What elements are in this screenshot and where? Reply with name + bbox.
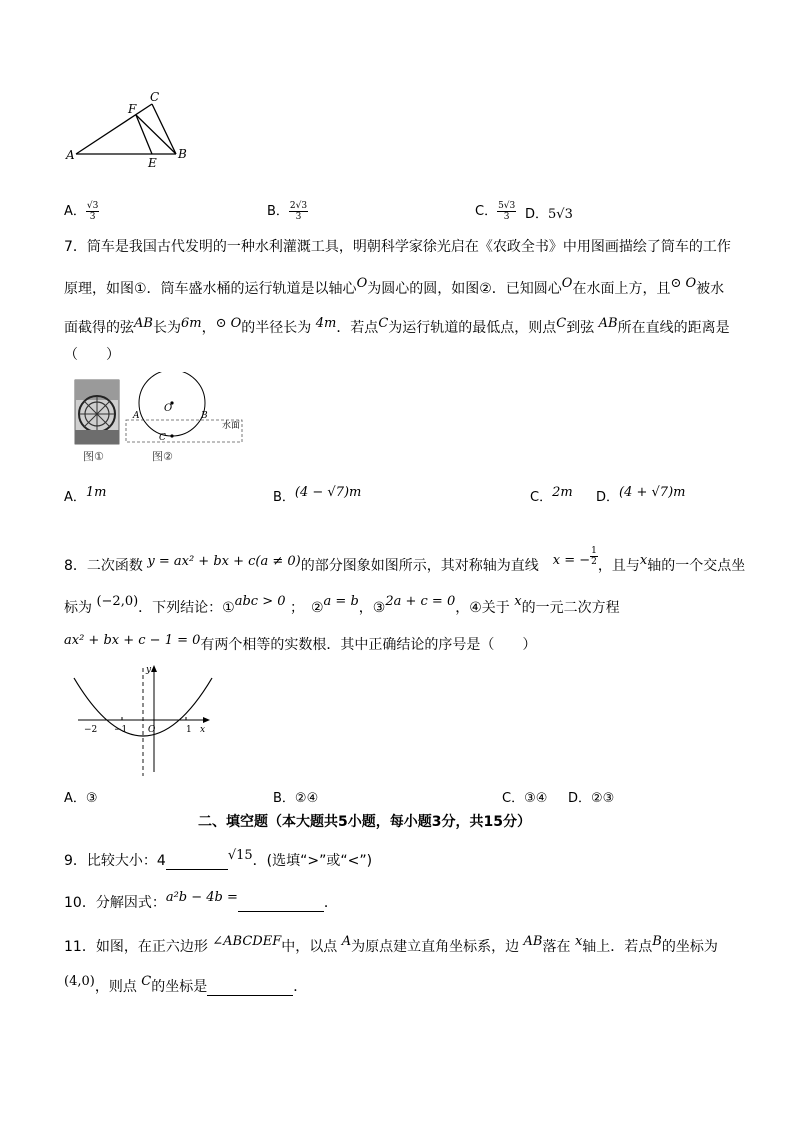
q8-option-a[interactable]: A．③ (64, 791, 98, 806)
q7-line2: 原理，如图①．筒车盛水桶的运行轨道是以轴心O为圆心的圆，如图②．已知圆心O在水面上方，且⊙ O被水 (64, 276, 725, 297)
q9-answer-blank[interactable] (166, 855, 228, 870)
fig2-label-A: A (133, 411, 140, 421)
q6-option-a[interactable]: A． $\frac{√3}{3}$ (64, 201, 99, 222)
fig2-caption: 图② (152, 450, 173, 463)
q7-line3: 面截得的弦AB长为6m，⊙ O的半径长为 4m．若点C为运行轨道的最低点，则点C到弦 AB所在直线的距离是 (64, 316, 730, 336)
q11-line1: 11．如图，在正六边形 ∠ABCDEF中，以点 A为原点建立直角坐标系，边 AB落在 x轴上．若点B的坐标为 (64, 934, 718, 955)
label-F: F (128, 102, 137, 116)
fig2-label-O: O (164, 403, 173, 414)
q6-option-b[interactable]: B． $\frac{2√3}{3}$ (267, 201, 308, 222)
q8-line1: 8．二次函数 y = ax² + bx + c(a ≠ 0)的部分图象如图所示，其对称轴为直线 x = − $\frac{1}{2}$ ，且与x轴的一个交点坐 (64, 546, 746, 574)
waterwheel-figure (70, 372, 260, 464)
graph-tick-minus1: −1 (114, 725, 128, 735)
graph-label-y: y (146, 665, 152, 675)
q8-option-d[interactable]: D．②③ (568, 791, 615, 806)
q8-option-c[interactable]: C．③④ (502, 791, 548, 806)
graph-tick-1: 1 (186, 725, 192, 735)
fig1-caption: 图① (83, 450, 104, 463)
section-heading-fill-in: 二、填空题（本大题共5小题，每小题3分，共15分） (198, 814, 531, 830)
q7-option-d[interactable]: D．(4 + √7)m (596, 485, 686, 505)
triangle-figure (62, 88, 202, 172)
graph-label-origin: O (148, 725, 156, 735)
q7-line4: （ ） (64, 347, 120, 363)
label-E: E (148, 156, 157, 170)
q8-option-b[interactable]: B．②④ (273, 791, 319, 806)
q8-line3: ax² + bx + c − 1 = 0有两个相等的实数根．其中正确结论的序号是（ ） (64, 633, 537, 653)
water-surface-label: 水面 (222, 421, 241, 431)
q11-line2: (4,0)，则点 C的坐标是 ． (64, 974, 308, 995)
graph-label-x: x (200, 725, 206, 735)
q10-answer-blank[interactable] (238, 897, 324, 912)
q7-option-b[interactable]: B．(4 − √7)m (273, 485, 362, 505)
q6-option-c[interactable]: C． $\frac{5√3}{3}$ (475, 201, 516, 222)
q8-line2: 标为 (−2,0)．下列结论：①abc > 0 ； ②a = b，③2a + c = 0，④关于 x的一元二次方程 (64, 594, 620, 616)
q7-line1: 7．筒车是我国古代发明的一种水利灌溉工具，明朝科学家徐光启在《农政全书》中用图画描绘了筒车的工作 (64, 239, 731, 255)
q7-option-c[interactable]: C．2m (530, 485, 573, 505)
q9-line: 9．比较大小：4 √15．(选填“>”或“<”) (64, 848, 373, 869)
fig2-label-B: B (201, 411, 208, 421)
label-C: C (150, 90, 160, 104)
graph-tick-minus2: −2 (84, 725, 98, 735)
fig2-label-C: C (159, 433, 166, 443)
q7-option-a[interactable]: A．1m (64, 485, 107, 505)
label-B: B (178, 147, 187, 161)
label-A: A (66, 148, 75, 162)
parabola-graph (70, 660, 218, 778)
q10-line: 10．分解因式：a²b − 4b = ． (64, 890, 338, 911)
q6-option-d[interactable]: D．5√3 (525, 207, 573, 222)
q11-answer-blank[interactable] (207, 981, 293, 996)
